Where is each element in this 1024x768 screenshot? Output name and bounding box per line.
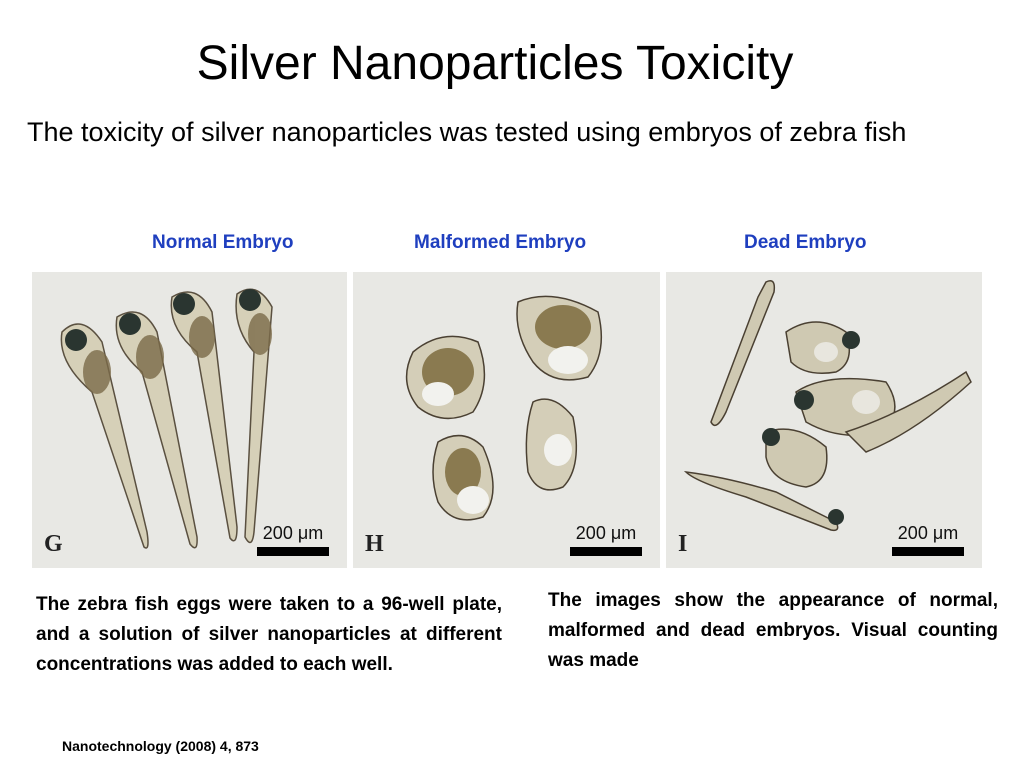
slide-title: Silver Nanoparticles Toxicity xyxy=(196,37,794,90)
panel-letter-g: G xyxy=(44,531,63,557)
scale-bar-line-i xyxy=(892,547,964,556)
image-normal-embryos xyxy=(32,272,347,568)
scale-label-i: 200 μm xyxy=(897,523,959,543)
description-left: The zebra fish eggs were taken to a 96-well plate, and a solution of silver nanoparticles at different concentrations was added to each well. xyxy=(36,594,502,675)
description-right: The images show the appearance of normal, malformed and dead embryos. Visual counting was made xyxy=(548,590,998,671)
image-dead-embryos xyxy=(666,272,982,568)
scale-bar-g xyxy=(257,523,329,556)
caption-malformed-embryo: Malformed Embryo xyxy=(414,232,587,253)
scale-label-g: 200 μm xyxy=(262,523,324,543)
scale-bar-line-h xyxy=(570,547,642,556)
scale-bar-line-g xyxy=(257,547,329,556)
citation: Nanotechnology (2008) 4, 873 xyxy=(62,738,259,754)
scale-bar-h xyxy=(570,523,642,556)
caption-dead-embryo: Dead Embryo xyxy=(744,232,867,253)
panel-letter-h: H xyxy=(365,531,384,557)
panel-letter-i: I xyxy=(678,531,688,557)
slide-subtitle: The toxicity of silver nanoparticles was tested using embryos of zebra fish xyxy=(27,117,907,147)
scale-label-h: 200 μm xyxy=(575,523,637,543)
scale-bar-i xyxy=(892,523,964,556)
image-malformed-embryos xyxy=(353,272,660,568)
caption-normal-embryo: Normal Embryo xyxy=(152,232,294,253)
